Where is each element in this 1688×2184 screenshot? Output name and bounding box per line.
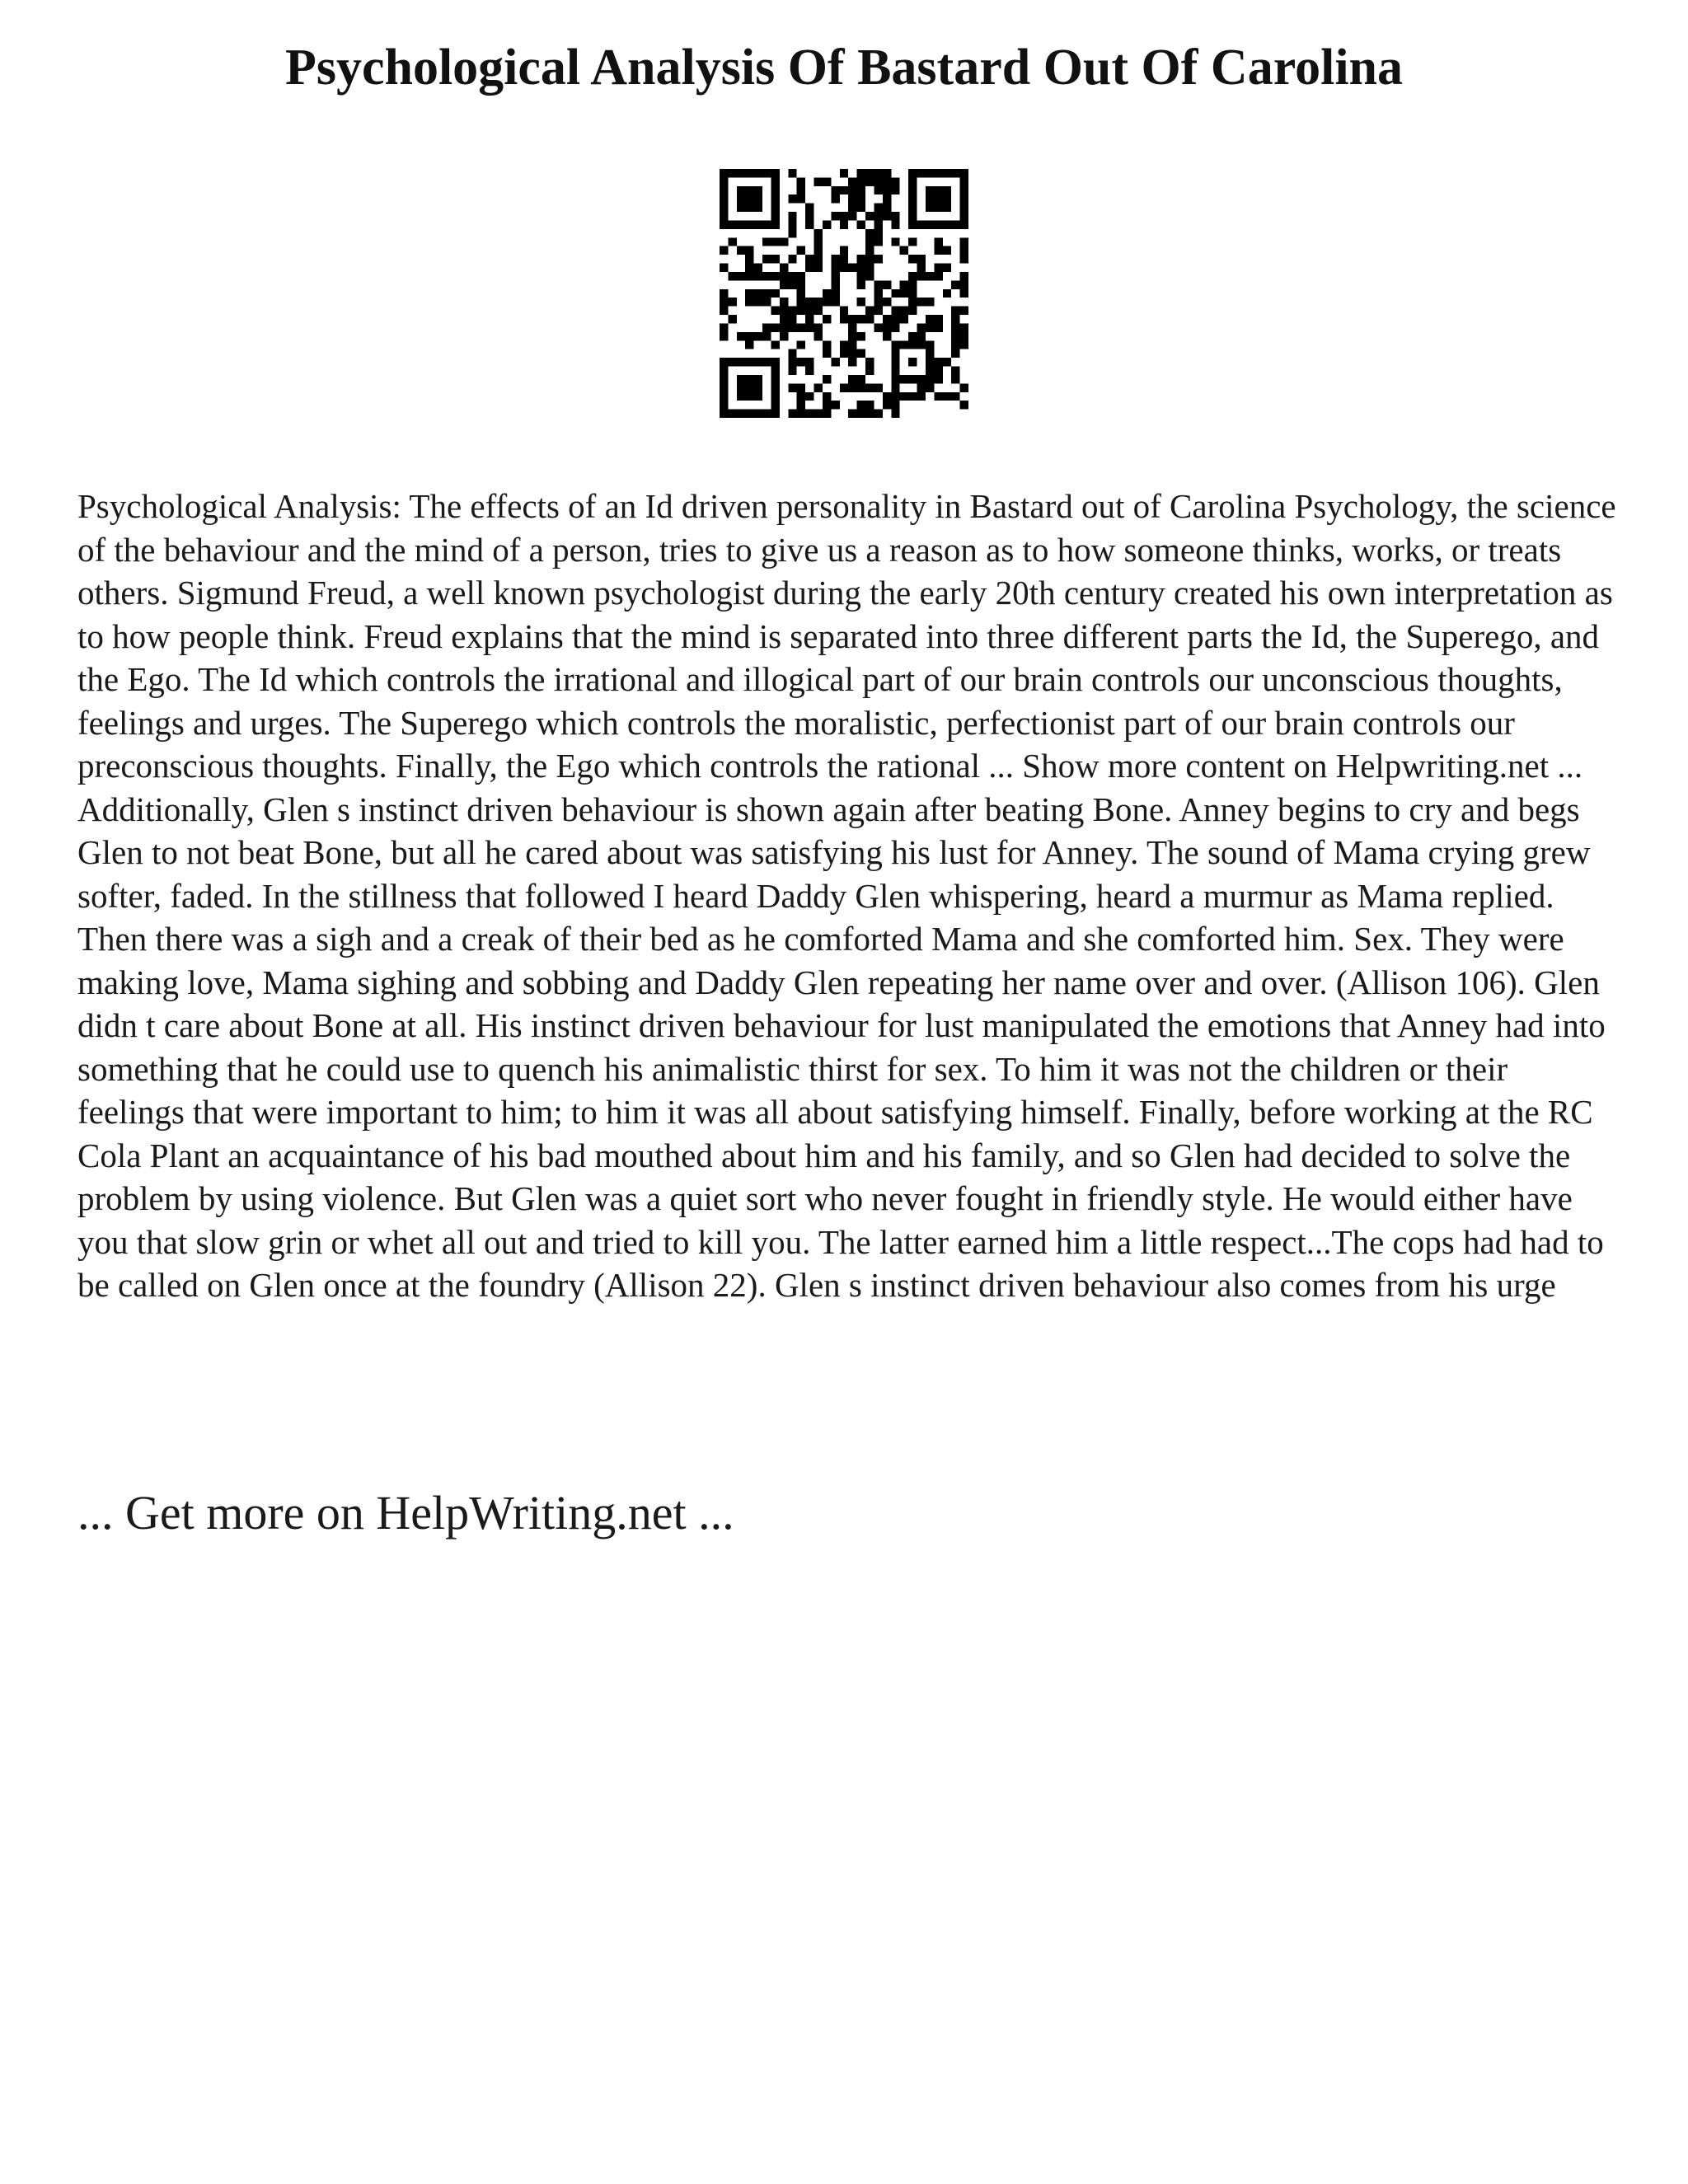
document-title: Psychological Analysis Of Bastard Out Of Carolina (284, 40, 1404, 96)
get-more-link[interactable]: ... Get more on HelpWriting.net ... (77, 1486, 734, 1540)
qr-code-icon (720, 169, 968, 418)
body-paragraph: Psychological Analysis: The effects of an Id driven personality in Bastard out of Carolina Psychology, the science of the behaviour and the mind of a person, tries to give us a reason as to how someone thinks, works, or treats others. Sigmund Freud, a well known psychologist during the early 20th century created his own interpretation as to how people think. Freud explains that the mind is separated into three different parts the Id, the Superego, and the Ego. The Id which controls the irrational and illogical part of our brain controls our unconscious thoughts, feelings and urges. The Superego which controls the moralistic, perfectionist part of our brain controls our preconscious thoughts. Finally, the Ego which controls the rational ... Show more content on Helpwriting.net ... Additionally, Glen s instinct driven behaviour is shown again after beating Bone. Anney begins to cry and begs Glen to not beat Bone, but all he cared about was satisfying his lust for Anney. The sound of Mama crying grew softer, faded. In the stillness that followed I heard Daddy Glen whispering, heard a murmur as Mama replied. Then there was a sigh and a creak of their bed as he comforted Mama and she comforted him. Sex. They were making love, Mama sighing and sobbing and Daddy Glen repeating her name over and over. (Allison 106). Glen didn t care about Bone at all. His instinct driven behaviour for lust manipulated the emotions that Anney had into something that he could use to quench his animalistic thirst for sex. To him it was not the children or their feelings that were important to him; to him it was all about satisfying himself. Finally, before working at the RC Cola Plant an acquaintance of his bad mouthed about him and his family, and so Glen had decided to solve the problem by using violence. But Glen was a quiet sort who never fought in friendly style. He would either have you that slow grin or whet all out and tried to kill you. The latter earned him a little respect...The cops had had to be called on Glen once at the foundry (Allison 22). Glen s instinct driven behaviour also comes from his urge (77, 487, 1616, 1304)
